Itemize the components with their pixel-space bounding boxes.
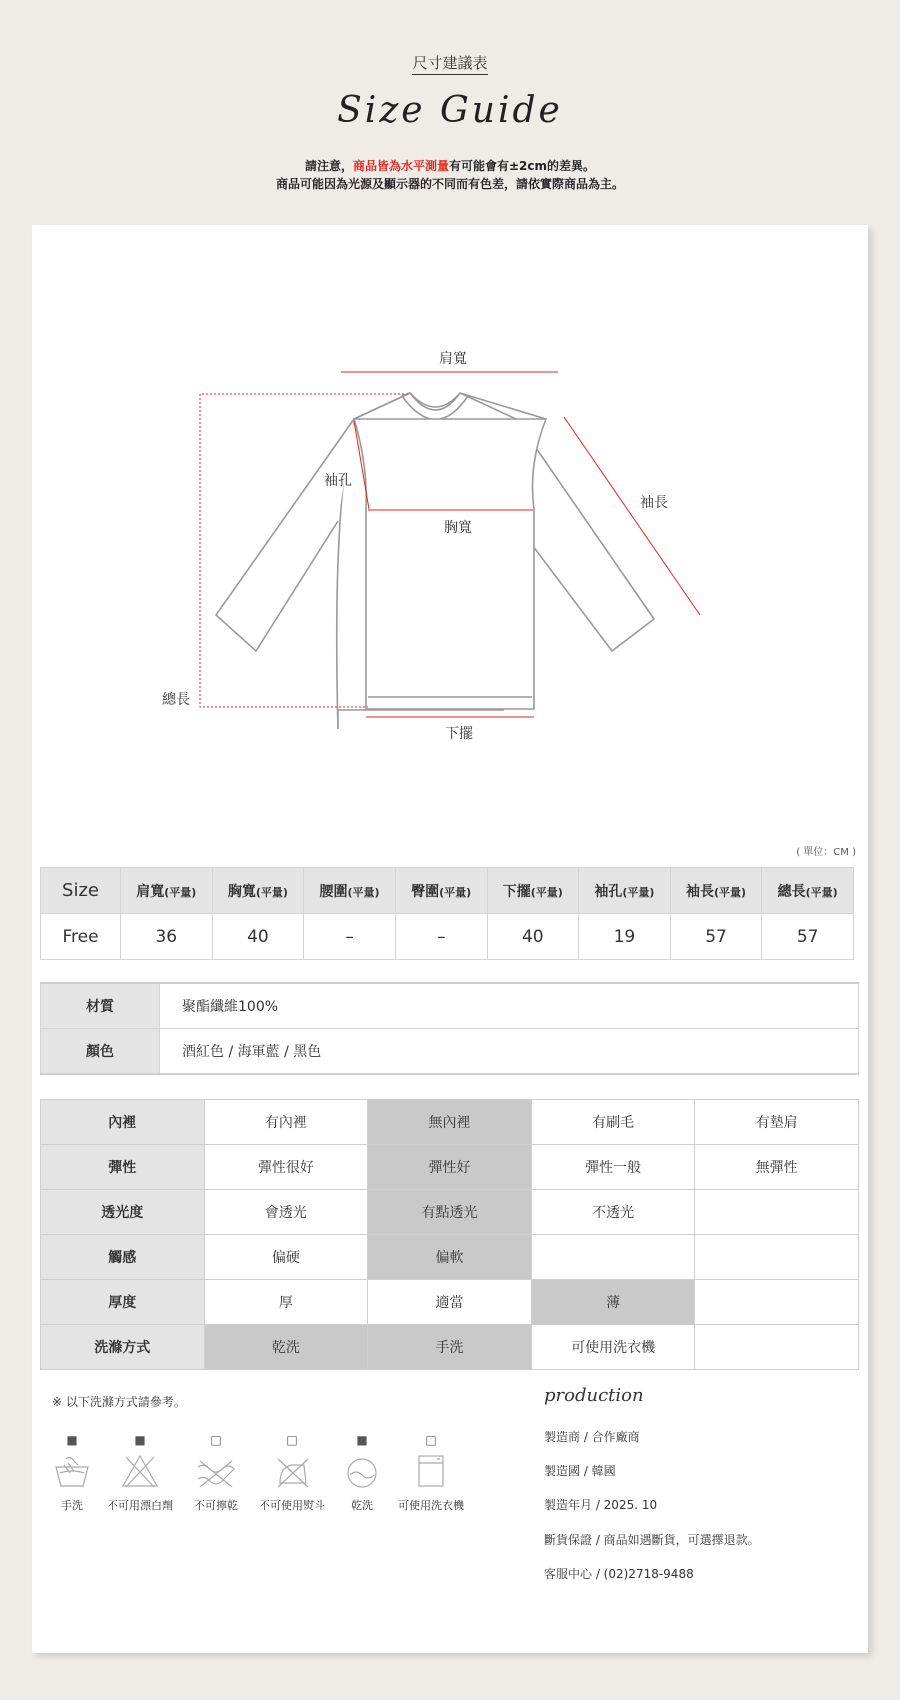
care-label: 不可擰乾 [194, 1499, 238, 1512]
production-country: 製造國 / 韓國 [544, 1464, 616, 1478]
feature-option: 厚 [204, 1280, 368, 1325]
color-row [41, 1029, 859, 1075]
header-cell: 袖孔(平量) [579, 868, 671, 914]
feature-label: 厚度 [41, 1280, 205, 1325]
no-iron-icon [252, 1453, 332, 1491]
unit-label: ( 單位：CM ) [796, 847, 856, 858]
feature-option [695, 1190, 859, 1235]
care-mark: ■ [356, 1433, 368, 1447]
notice-line-1 [0, 157, 900, 174]
care-label: 乾洗 [351, 1499, 373, 1512]
material-table [40, 982, 859, 1075]
value-cell: 57 [762, 914, 854, 960]
machine-wash-icon [391, 1453, 471, 1491]
feature-option [531, 1235, 695, 1280]
care-mark: □ [286, 1433, 298, 1447]
notice-line-2: 商品可能因為光源及顯示器的不同而有色差，請依實際商品為主。 [275, 177, 624, 191]
care-item-no-iron [252, 1433, 332, 1513]
care-mark: □ [425, 1433, 437, 1447]
size-guide-card [32, 225, 868, 1653]
feature-label: 透光度 [41, 1190, 205, 1235]
header-cell: 胸寬(平量) [212, 868, 304, 914]
notice-post: 有可能會有±2cm的差異。 [449, 159, 596, 173]
notice-highlight: 商品皆為水平測量 [352, 159, 449, 173]
feature-option-selected: 手洗 [368, 1325, 532, 1370]
color-label: 顏色 [41, 1029, 160, 1075]
care-label: 不可使用熨斗 [259, 1499, 325, 1512]
care-mark: ■ [66, 1433, 78, 1447]
feature-option-selected: 偏軟 [368, 1235, 532, 1280]
feature-row-transparency [41, 1190, 859, 1235]
material-label: 材質 [41, 983, 160, 1029]
subtitle-text: 尺寸建議表 [412, 54, 487, 75]
feature-label: 內裡 [41, 1100, 205, 1145]
feature-option: 可使用洗衣機 [531, 1325, 695, 1370]
feature-option: 彈性一般 [531, 1145, 695, 1190]
garment-diagram [32, 225, 868, 795]
header-cell: 袖長(平量) [670, 868, 762, 914]
notice-pre: 請注意， [304, 159, 353, 173]
value-cell: – [304, 914, 396, 960]
feature-option-selected: 彈性好 [368, 1145, 532, 1190]
care-item-no-wring [176, 1433, 256, 1513]
care-label: 手洗 [61, 1499, 83, 1512]
header-cell: 腰圍(平量) [304, 868, 396, 914]
row-label-cell: Free [41, 914, 121, 960]
feature-option: 彈性很好 [204, 1145, 368, 1190]
header-cell: 下擺(平量) [487, 868, 579, 914]
feature-option [695, 1325, 859, 1370]
feature-option: 適當 [368, 1280, 532, 1325]
feature-option: 偏硬 [204, 1235, 368, 1280]
page-title: Size Guide [337, 90, 563, 131]
header-cell: 總長(平量) [762, 868, 854, 914]
care-label: 可使用洗衣機 [398, 1499, 464, 1512]
feature-option: 不透光 [531, 1190, 695, 1235]
label-armhole: 袖孔 [324, 473, 352, 489]
size-table [40, 867, 854, 960]
production-guarantee: 斷貨保證 / 商品如遇斷貨，可選擇退款。 [544, 1533, 760, 1547]
sweater-drawing [32, 225, 868, 795]
size-table-row [41, 914, 854, 960]
feature-option-selected: 有點透光 [368, 1190, 532, 1235]
label-shoulder: 肩寬 [439, 351, 467, 367]
size-header-cell: Size [41, 868, 121, 914]
production-maker: 製造商 / 合作廠商 [544, 1430, 640, 1444]
feature-row-washing [41, 1325, 859, 1370]
care-mark: ■ [134, 1433, 146, 1447]
value-cell: 19 [579, 914, 671, 960]
feature-row-touch [41, 1235, 859, 1280]
care-note: ※ 以下洗滌方式請參考。 [52, 1395, 186, 1409]
header-cell: 肩寬(平量) [121, 868, 213, 914]
production-title: production [544, 1385, 644, 1406]
page-subtitle [0, 52, 900, 73]
dry-clean-icon [322, 1453, 402, 1491]
material-value: 聚酯纖維100% [160, 983, 859, 1029]
care-label: 不可用漂白劑 [107, 1499, 173, 1512]
value-cell: 40 [487, 914, 579, 960]
feature-row-elasticity [41, 1145, 859, 1190]
care-item-no-bleach [100, 1433, 180, 1513]
feature-option-selected: 乾洗 [204, 1325, 368, 1370]
feature-label: 彈性 [41, 1145, 205, 1190]
feature-option [695, 1280, 859, 1325]
feature-row-lining [41, 1100, 859, 1145]
value-cell: 36 [121, 914, 213, 960]
feature-label: 洗滌方式 [41, 1325, 205, 1370]
feature-option [695, 1235, 859, 1280]
production-date: 製造年月 / 2025. 10 [544, 1498, 658, 1512]
no-wring-icon [176, 1453, 256, 1491]
label-sleeve: 袖長 [640, 495, 668, 511]
care-item-machine-wash [391, 1433, 471, 1513]
label-hem: 下擺 [445, 726, 473, 742]
value-cell: 40 [212, 914, 304, 960]
no-bleach-icon [100, 1453, 180, 1491]
care-item-dry-clean [322, 1433, 402, 1513]
feature-option-selected: 薄 [531, 1280, 695, 1325]
production-service: 客服中心 / (02)2718-9488 [544, 1567, 694, 1581]
feature-table [40, 1099, 859, 1370]
label-length: 總長 [162, 692, 190, 708]
care-mark: □ [210, 1433, 222, 1447]
feature-option: 會透光 [204, 1190, 368, 1235]
feature-row-thickness [41, 1280, 859, 1325]
value-cell: – [395, 914, 487, 960]
label-chest: 胸寬 [444, 520, 472, 536]
feature-option: 無彈性 [695, 1145, 859, 1190]
value-cell: 57 [670, 914, 762, 960]
feature-option: 有墊肩 [695, 1100, 859, 1145]
feature-option-selected: 無內裡 [368, 1100, 532, 1145]
feature-label: 觸感 [41, 1235, 205, 1280]
size-table-header [41, 868, 854, 914]
header-cell: 臀圍(平量) [395, 868, 487, 914]
color-value: 酒紅色 / 海軍藍 / 黑色 [160, 1029, 859, 1075]
feature-option: 有刷毛 [531, 1100, 695, 1145]
material-row [41, 983, 859, 1029]
feature-option: 有內裡 [204, 1100, 368, 1145]
